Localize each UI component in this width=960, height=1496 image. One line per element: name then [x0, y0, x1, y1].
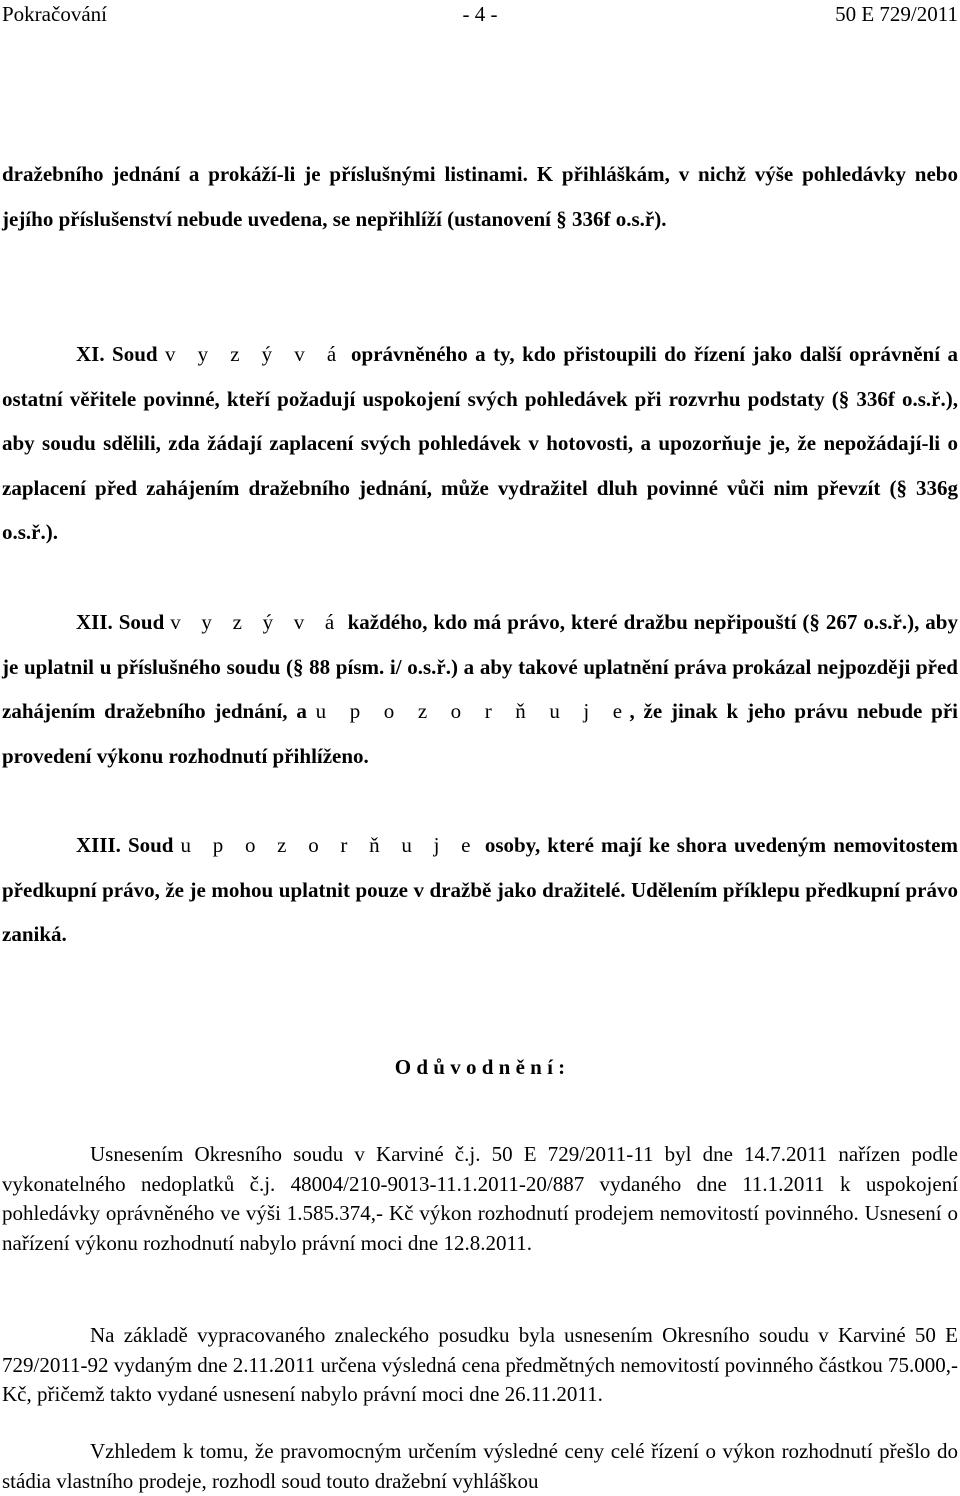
section-xii-lead: XII. Soud — [76, 610, 171, 634]
paragraph-text: dražebního jednání a prokáží-li je příslušnými listinami. K přihláškám, v nichž výše pohledávky nebo jejího příslušenství nebude uvedena, se nepřihlíží (ustanovení § 336f o.s.ř). — [2, 162, 958, 231]
section-xi-spaced-verb: v y z ý v á — [164, 342, 344, 366]
header-page-number: - 4 - — [462, 2, 498, 26]
section-xii-spaced-warning: u p o z o r ň u j e — [315, 699, 630, 723]
paragraph-reasoning-1 — [2, 1140, 958, 1258]
section-xiii-lead: XIII. Soud — [76, 833, 181, 857]
paragraph-bidders-registration — [2, 152, 958, 241]
section-xii-text: každého, kdo má právo, které dražbu nepřipouští (§ 267 o.s.ř.), aby je uplatnil u příslušného soudu (§ 88 písm. i/ o.s.ř.) a aby takové uplatnění práva prokázal nejpozději před zahájením dražebního jednání, a — [2, 610, 958, 723]
section-xiii-text: osoby, které mají ke shora uvedeným nemovitostem předkupní právo, že je mohou uplatnit pouze v dražbě jako dražitelé. Udělením příklepu předkupní právo zaniká. — [2, 833, 958, 946]
section-xii-spaced-verb: v y z ý v á — [170, 610, 342, 634]
header-case-number: 50 E 729/2011 — [835, 2, 958, 26]
paragraph-text: Vzhledem k tomu, že pravomocným určením výsledné ceny celé řízení o výkon rozhodnutí přešlo do stádia vlastního prodeje, rozhodl soud touto dražební vyhláškou — [2, 1439, 958, 1493]
header-continuation-label: Pokračování — [2, 2, 107, 26]
paragraph-reasoning-3 — [2, 1437, 958, 1496]
paragraph-text: Na základě vypracovaného znaleckého posudku byla usnesením Okresního soudu v Karviné 50 E 729/2011-92 vydaným dne 2.11.2011 určena výsledná cena předmětných nemovitostí povinného částkou 75.000,- Kč, přičemž takto vydané usnesení nabylo právní moci dne 26.11.2011. — [2, 1323, 958, 1406]
section-xii-text-end: , že jinak k jeho právu nebude při provedení výkonu rozhodnutí přihlíženo. — [2, 699, 958, 768]
paragraph-section-xii — [2, 600, 958, 778]
paragraph-section-xiii — [2, 823, 958, 957]
paragraph-text: Usnesením Okresního soudu v Karviné č.j. 50 E 729/2011-11 byl dne 14.7.2011 nařízen podle vykonatelného nedoplatků č.j. 48004/210-9013-11.1.2011-20/887 vydaného dne 11.1.2011 k uspokojení pohledávky oprávněného ve výši 1.585.374,- Kč výkon rozhodnutí prodejem nemovitostí povinného. Usnesení o nařízení výkonu rozhodnutí nabylo právní moci dne 12.8.2011. — [2, 1142, 958, 1255]
section-xiii-spaced-warning: u p o z o r ň u j e — [180, 833, 478, 857]
section-xi-lead: XI. Soud — [76, 342, 165, 366]
section-xi-text: oprávněného a ty, kdo přistoupili do řízení jako další oprávnění a ostatní věřitele povinné, kteří požadují uspokojení svých pohledávek při rozvrhu podstaty (§ 336f o.s.ř.), aby soudu sdělili, zda žádají zaplacení svých pohledávek v hotovosti, a upozorňuje je, že nepožádají-li o zaplacení před zahájením dražebního jednání, může vydražitel dluh povinné vůči nim převzít (§ 336g o.s.ř.). — [2, 342, 958, 544]
paragraph-section-xi — [2, 332, 958, 555]
paragraph-reasoning-2 — [2, 1321, 958, 1410]
reasoning-heading: O d ů v o d n ě n í : — [394, 1055, 566, 1079]
page-header — [0, 0, 960, 30]
